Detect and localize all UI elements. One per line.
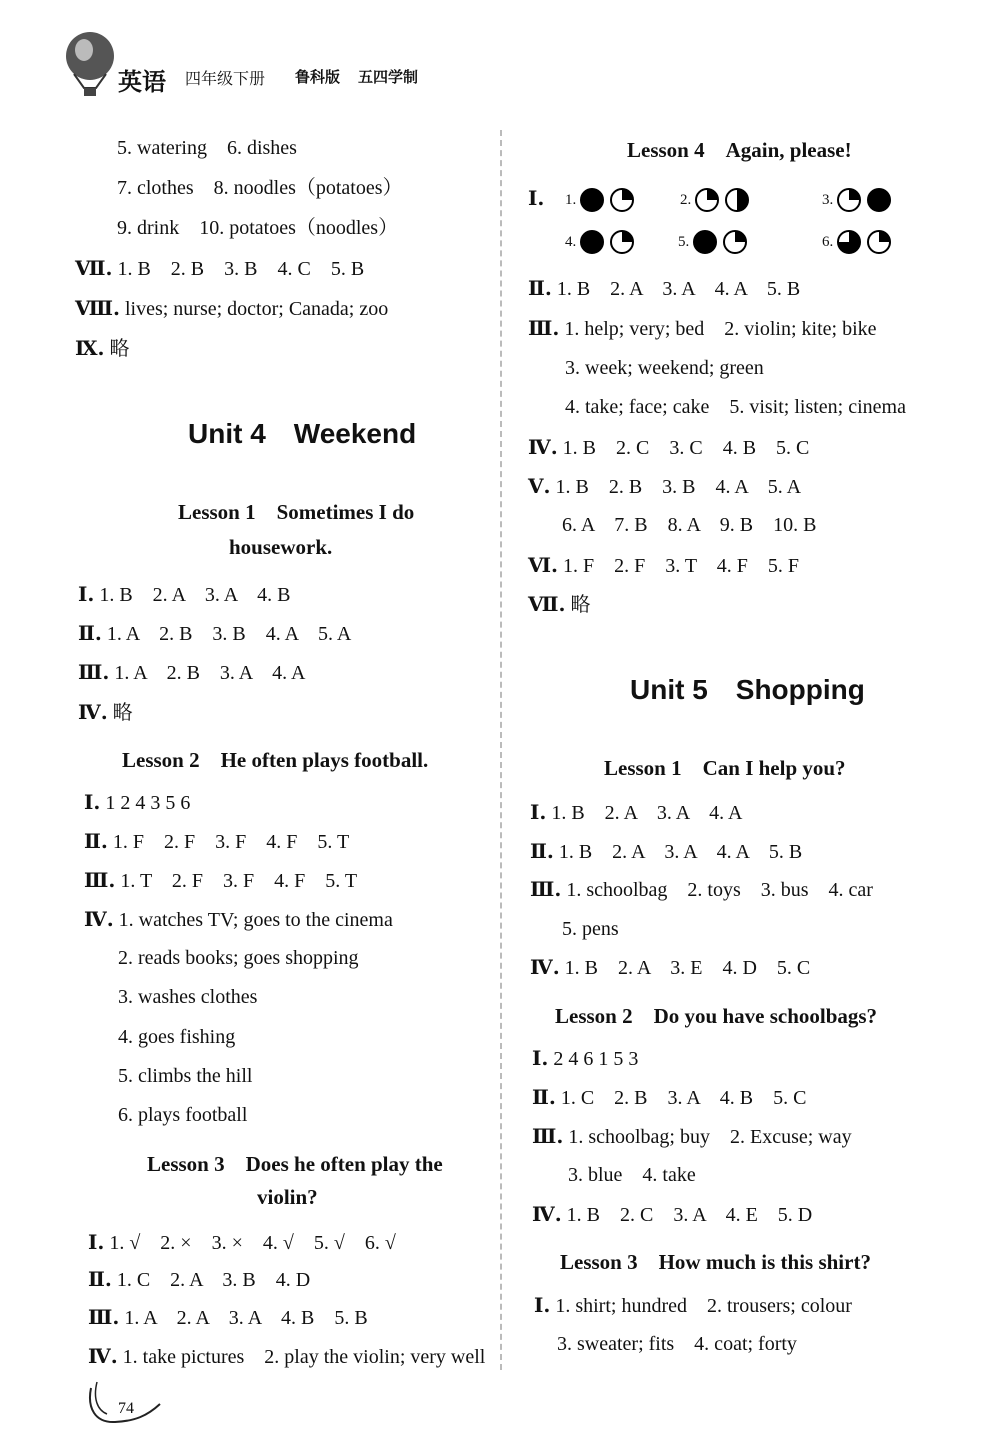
clock-pie-icon bbox=[723, 230, 747, 254]
section-number: Ⅸ. bbox=[75, 336, 105, 360]
pie-label: 4. bbox=[565, 233, 577, 250]
section-number: Ⅳ. bbox=[84, 907, 114, 931]
section-row bbox=[88, 1230, 396, 1255]
section-number: Ⅰ. bbox=[530, 800, 547, 824]
section-number: Ⅱ. bbox=[84, 829, 108, 853]
section-number: Ⅳ. bbox=[78, 700, 108, 724]
section-number: Ⅲ. bbox=[528, 316, 560, 340]
section-row bbox=[75, 296, 388, 321]
section-number: Ⅱ. bbox=[530, 839, 554, 863]
section-answers: 2 4 6 1 5 3 bbox=[553, 1048, 639, 1070]
answer-line: 3. sweater; fits 4. coat; forty bbox=[557, 1333, 797, 1355]
unit5-title: Unit 5 Shopping bbox=[630, 674, 865, 705]
section-answers: 1. B 2. A 3. E 4. D 5. C bbox=[564, 957, 811, 979]
section-answers: 1. help; very; bed 2. violin; kite; bike bbox=[564, 318, 877, 340]
section-row bbox=[532, 1124, 852, 1149]
section-row bbox=[530, 800, 742, 825]
section-answers: 略 bbox=[112, 702, 133, 724]
pie-label: 2. bbox=[680, 191, 692, 208]
section-answers: 1. B 2. A 3. A 4. A 5. B bbox=[556, 278, 801, 300]
section-row bbox=[528, 592, 590, 617]
answer-line: 2. reads books; goes shopping bbox=[118, 947, 359, 969]
section-answers: 1. F 2. F 3. F 4. F 5. T bbox=[112, 831, 350, 853]
answer-line: 5. climbs the hill bbox=[118, 1065, 253, 1087]
lesson-title: Lesson 3 How much is this shirt? bbox=[560, 1250, 871, 1274]
section-number: Ⅳ. bbox=[528, 435, 558, 459]
pie-label: 1. bbox=[565, 191, 577, 208]
clock-pie-icon bbox=[610, 230, 634, 254]
unit4-title: Unit 4 Weekend bbox=[188, 418, 417, 449]
header-edition: 鲁科版 bbox=[295, 68, 341, 86]
lesson-title: Lesson 4 Again, please! bbox=[627, 138, 852, 162]
answer-line: 5. pens bbox=[562, 918, 619, 940]
clock-pie-icon bbox=[725, 188, 749, 212]
section-answers: 1. shirt; hundred 2. trousers; colour bbox=[555, 1295, 852, 1317]
section-row bbox=[75, 336, 129, 361]
section-answers: 1. watches TV; goes to the cinema bbox=[118, 909, 393, 931]
answer-line: 7. clothes 8. noodles（potatoes） bbox=[117, 177, 403, 199]
section-number: Ⅱ. bbox=[78, 621, 102, 645]
answer-line: 4. goes fishing bbox=[118, 1026, 236, 1048]
section-number: Ⅱ. bbox=[88, 1267, 112, 1291]
section-number: Ⅲ. bbox=[84, 868, 116, 892]
section-answers: 1. C 2. B 3. A 4. B 5. C bbox=[560, 1087, 807, 1109]
lesson-title-cont: housework. bbox=[229, 535, 333, 559]
section-answers: 1. F 2. F 3. T 4. F 5. F bbox=[562, 555, 799, 577]
section-row bbox=[528, 435, 809, 460]
section-row bbox=[84, 907, 393, 932]
section-number: Ⅰ. bbox=[88, 1230, 105, 1254]
section-row bbox=[84, 790, 190, 815]
section-number: Ⅵ. bbox=[528, 553, 558, 577]
section-number: Ⅴ. bbox=[528, 474, 551, 498]
section-row bbox=[530, 877, 873, 902]
section-row bbox=[88, 1305, 368, 1330]
column-divider bbox=[500, 130, 502, 1370]
section-row bbox=[532, 1046, 638, 1071]
pie-label: 5. bbox=[678, 233, 690, 250]
header-system: 五四学制 bbox=[358, 68, 419, 86]
lesson-title-cont: violin? bbox=[257, 1185, 318, 1209]
section-number: Ⅶ. bbox=[528, 592, 566, 616]
section-row bbox=[78, 582, 290, 607]
header-grade: 四年级下册 bbox=[185, 69, 266, 88]
answer-line: 6. A 7. B 8. A 9. B 10. B bbox=[562, 514, 817, 536]
clock-pie-icon bbox=[837, 230, 861, 254]
header-subject: 英语 bbox=[118, 68, 166, 96]
lesson-title: Lesson 1 Sometimes I do bbox=[178, 500, 415, 524]
section-number: Ⅲ. bbox=[532, 1124, 564, 1148]
section-number: Ⅳ. bbox=[88, 1344, 118, 1368]
answer-line: 3. blue 4. take bbox=[568, 1164, 696, 1186]
section-answers: 1. B 2. A 3. A 4. B bbox=[99, 584, 291, 606]
lesson-title: Lesson 1 Can I help you? bbox=[604, 756, 846, 780]
section-row bbox=[75, 256, 364, 281]
section-number: Ⅳ. bbox=[532, 1202, 562, 1226]
section-row bbox=[530, 955, 810, 980]
section-row bbox=[532, 1202, 812, 1227]
section-row bbox=[528, 316, 877, 341]
section-number: Ⅷ. bbox=[75, 296, 120, 320]
pie-pair-6 bbox=[822, 230, 891, 254]
section-number: Ⅳ. bbox=[530, 955, 560, 979]
answer-line: 9. drink 10. potatoes（noodles） bbox=[117, 217, 399, 239]
answer-line: 3. washes clothes bbox=[118, 986, 258, 1008]
section-row bbox=[84, 829, 349, 854]
pie-label: 3. bbox=[822, 191, 834, 208]
answer-line: 5. watering 6. dishes bbox=[117, 137, 297, 159]
lesson-title: Lesson 2 Do you have schoolbags? bbox=[555, 1004, 878, 1028]
section-row bbox=[88, 1267, 310, 1292]
clock-pie-icon bbox=[695, 188, 719, 212]
section-row bbox=[528, 276, 800, 301]
answer-line: 6. plays football bbox=[118, 1104, 248, 1126]
section-row bbox=[78, 621, 351, 646]
lesson-title: Lesson 3 Does he often play the bbox=[147, 1152, 443, 1176]
section-answers: 1. A 2. B 3. B 4. A 5. A bbox=[106, 623, 352, 645]
section-answers: 1. B 2. C 3. A 4. E 5. D bbox=[566, 1204, 813, 1226]
section-number: Ⅲ. bbox=[78, 660, 110, 684]
clock-pie-icon bbox=[580, 230, 604, 254]
section-answers: 1. A 2. A 3. A 4. B 5. B bbox=[124, 1307, 368, 1329]
section-answers: 1. √ 2. × 3. × 4. √ 5. √ 6. √ bbox=[109, 1232, 396, 1254]
section-row bbox=[532, 1085, 806, 1110]
section-answers: 1. B 2. A 3. A 4. A bbox=[551, 802, 743, 824]
section-row bbox=[528, 474, 801, 499]
clock-pie-icon bbox=[693, 230, 717, 254]
answer-line: 4. take; face; cake 5. visit; listen; cinema bbox=[565, 396, 906, 418]
section-row bbox=[528, 553, 799, 578]
section-row bbox=[534, 1293, 852, 1318]
section-number: Ⅲ. bbox=[530, 877, 562, 901]
section-answers: 略 bbox=[109, 338, 130, 360]
section-answers: 1. B 2. C 3. C 4. B 5. C bbox=[562, 437, 810, 459]
section-answers: 1. B 2. B 3. B 4. C 5. B bbox=[117, 258, 365, 280]
pie-pair-1 bbox=[565, 188, 634, 212]
section-number: Ⅶ. bbox=[75, 256, 113, 280]
section-answers: 1. take pictures 2. play the violin; very well bbox=[122, 1346, 486, 1368]
pie-pair-5 bbox=[678, 230, 747, 254]
clock-pie-icon bbox=[580, 188, 604, 212]
page-number: 74 bbox=[118, 1400, 134, 1417]
section-row bbox=[88, 1344, 485, 1369]
section-answers: 1 2 4 3 5 6 bbox=[105, 792, 191, 814]
section-number: Ⅰ. bbox=[84, 790, 101, 814]
section-number: Ⅱ. bbox=[528, 276, 552, 300]
section-row bbox=[78, 700, 133, 725]
clock-pie-icon bbox=[610, 188, 634, 212]
pie-pair-3 bbox=[822, 188, 891, 212]
section-row bbox=[530, 839, 802, 864]
clock-pie-icon bbox=[867, 188, 891, 212]
clock-pie-icon bbox=[867, 230, 891, 254]
pie-label: 6. bbox=[822, 233, 834, 250]
answer-line: 3. week; weekend; green bbox=[565, 357, 764, 379]
section-number: Ⅰ. bbox=[78, 582, 95, 606]
section-answers: 1. A 2. B 3. A 4. A bbox=[114, 662, 306, 684]
clock-pie-icon bbox=[837, 188, 861, 212]
section-answers: 1. B 2. B 3. B 4. A 5. A bbox=[555, 476, 802, 498]
section-answers: 1. schoolbag; buy 2. Excuse; way bbox=[568, 1126, 852, 1148]
section-number: Ⅰ. bbox=[528, 186, 545, 210]
section-row bbox=[78, 660, 305, 685]
pie-pair-4 bbox=[565, 230, 634, 254]
lesson-title: Lesson 2 He often plays football. bbox=[122, 748, 429, 772]
pie-pair-2 bbox=[680, 188, 749, 212]
section-answers: 略 bbox=[570, 594, 591, 616]
section-row bbox=[84, 868, 357, 893]
section-number: Ⅰ. bbox=[534, 1293, 551, 1317]
section-answers: lives; nurse; doctor; Canada; zoo bbox=[124, 298, 389, 320]
section-answers: 1. B 2. A 3. A 4. A 5. B bbox=[558, 841, 803, 863]
section-number: Ⅱ. bbox=[532, 1085, 556, 1109]
section-answers: 1. C 2. A 3. B 4. D bbox=[116, 1269, 311, 1291]
hot-air-balloon-icon bbox=[60, 30, 120, 100]
section-number: Ⅲ. bbox=[88, 1305, 120, 1329]
section-answers: 1. T 2. F 3. F 4. F 5. T bbox=[120, 870, 358, 892]
section-answers: 1. schoolbag 2. toys 3. bus 4. car bbox=[566, 879, 873, 901]
section-number: Ⅰ. bbox=[532, 1046, 549, 1070]
